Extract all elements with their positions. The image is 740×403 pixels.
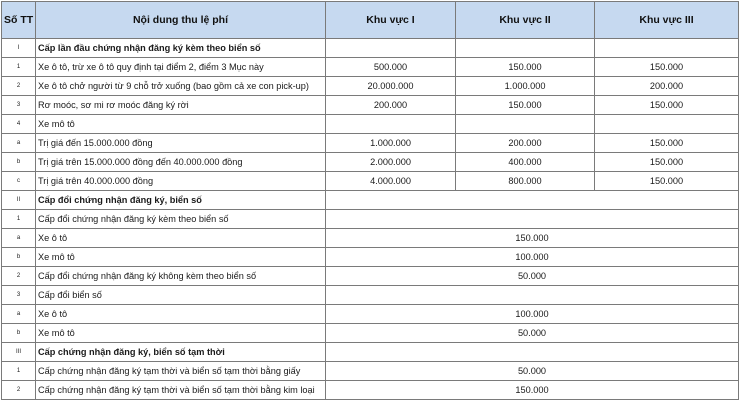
zone-3-value: 200.000 bbox=[595, 77, 739, 96]
row-content: Cấp đổi chứng nhận đăng ký không kèm theo biển số bbox=[36, 267, 326, 286]
zone-3-value bbox=[595, 39, 739, 58]
zone-3-value: 150.000 bbox=[595, 153, 739, 172]
header-content: Nội dung thu lệ phí bbox=[36, 2, 326, 39]
all-zones-value: 100.000 bbox=[326, 305, 739, 324]
row-content: Xe ô tô chở người từ 9 chỗ trở xuống (bao gồm cả xe con pick-up) bbox=[36, 77, 326, 96]
all-zones-value bbox=[326, 191, 739, 210]
zone-2-value: 200.000 bbox=[456, 134, 595, 153]
zone-1-value bbox=[326, 115, 456, 134]
table-row bbox=[2, 229, 739, 248]
zone-1-value: 200.000 bbox=[326, 96, 456, 115]
header-stt: Số TT bbox=[2, 2, 36, 39]
row-number: 1 bbox=[2, 210, 36, 229]
row-content: Xe ô tô bbox=[36, 305, 326, 324]
all-zones-value bbox=[326, 210, 739, 229]
zone-1-value: 20.000.000 bbox=[326, 77, 456, 96]
row-content: Xe ô tô, trừ xe ô tô quy định tại điểm 2, điểm 3 Mục này bbox=[36, 58, 326, 77]
zone-1-value: 1.000.000 bbox=[326, 134, 456, 153]
zone-1-value: 500.000 bbox=[326, 58, 456, 77]
row-number: 2 bbox=[2, 77, 36, 96]
header-row bbox=[2, 2, 739, 39]
table-row bbox=[2, 210, 739, 229]
zone-1-value: 2.000.000 bbox=[326, 153, 456, 172]
row-content: Xe mô tô bbox=[36, 115, 326, 134]
row-number: 3 bbox=[2, 96, 36, 115]
row-content: Cấp đổi chứng nhận đăng ký, biển số bbox=[36, 191, 326, 210]
all-zones-value: 50.000 bbox=[326, 324, 739, 343]
row-number: 3 bbox=[2, 286, 36, 305]
table-row bbox=[2, 324, 739, 343]
zone-2-value bbox=[456, 39, 595, 58]
all-zones-value: 100.000 bbox=[326, 248, 739, 267]
table-row bbox=[2, 172, 739, 191]
table-row bbox=[2, 96, 739, 115]
zone-2-value: 400.000 bbox=[456, 153, 595, 172]
row-number: a bbox=[2, 305, 36, 324]
row-number: 1 bbox=[2, 58, 36, 77]
row-content: Trị giá trên 15.000.000 đồng đến 40.000.000 đồng bbox=[36, 153, 326, 172]
table-row bbox=[2, 381, 739, 400]
row-number: b bbox=[2, 248, 36, 267]
header-zone-2: Khu vực II bbox=[456, 2, 595, 39]
table-row bbox=[2, 77, 739, 96]
table-row bbox=[2, 286, 739, 305]
row-number: II bbox=[2, 191, 36, 210]
zone-2-value: 1.000.000 bbox=[456, 77, 595, 96]
row-content: Trị giá đến 15.000.000 đồng bbox=[36, 134, 326, 153]
zone-2-value: 800.000 bbox=[456, 172, 595, 191]
row-number: b bbox=[2, 153, 36, 172]
table-row bbox=[2, 153, 739, 172]
row-content: Rơ moóc, sơ mi rơ moóc đăng ký rời bbox=[36, 96, 326, 115]
header-zone-3: Khu vực III bbox=[595, 2, 739, 39]
row-content: Cấp lần đầu chứng nhận đăng ký kèm theo biển số bbox=[36, 39, 326, 58]
row-content: Cấp chứng nhận đăng ký, biển số tạm thời bbox=[36, 343, 326, 362]
row-number: a bbox=[2, 134, 36, 153]
row-content: Xe mô tô bbox=[36, 248, 326, 267]
zone-3-value: 150.000 bbox=[595, 96, 739, 115]
all-zones-value: 150.000 bbox=[326, 229, 739, 248]
row-number: III bbox=[2, 343, 36, 362]
all-zones-value bbox=[326, 343, 739, 362]
section-row bbox=[2, 343, 739, 362]
zone-1-value: 4.000.000 bbox=[326, 172, 456, 191]
table-row bbox=[2, 267, 739, 286]
table-row bbox=[2, 248, 739, 267]
row-content: Trị giá trên 40.000.000 đồng bbox=[36, 172, 326, 191]
header-zone-1: Khu vực I bbox=[326, 2, 456, 39]
all-zones-value bbox=[326, 286, 739, 305]
row-number: b bbox=[2, 324, 36, 343]
row-content: Cấp chứng nhận đăng ký tạm thời và biển số tạm thời bằng kim loại bbox=[36, 381, 326, 400]
section-row bbox=[2, 191, 739, 210]
zone-2-value bbox=[456, 115, 595, 134]
table-row bbox=[2, 115, 739, 134]
row-number: a bbox=[2, 229, 36, 248]
table-row bbox=[2, 305, 739, 324]
table-row bbox=[2, 58, 739, 77]
row-content: Cấp chứng nhận đăng ký tạm thời và biển số tạm thời bằng giấy bbox=[36, 362, 326, 381]
all-zones-value: 50.000 bbox=[326, 267, 739, 286]
row-number: 4 bbox=[2, 115, 36, 134]
row-number: c bbox=[2, 172, 36, 191]
row-content: Cấp đổi biển số bbox=[36, 286, 326, 305]
row-number: 2 bbox=[2, 381, 36, 400]
zone-2-value: 150.000 bbox=[456, 58, 595, 77]
zone-3-value: 150.000 bbox=[595, 58, 739, 77]
zone-2-value: 150.000 bbox=[456, 96, 595, 115]
row-content: Xe mô tô bbox=[36, 324, 326, 343]
row-number: 1 bbox=[2, 362, 36, 381]
all-zones-value: 150.000 bbox=[326, 381, 739, 400]
row-content: Cấp đổi chứng nhận đăng ký kèm theo biển số bbox=[36, 210, 326, 229]
zone-3-value: 150.000 bbox=[595, 172, 739, 191]
fee-table bbox=[1, 1, 739, 400]
row-number: I bbox=[2, 39, 36, 58]
table-row bbox=[2, 362, 739, 381]
section-row bbox=[2, 39, 739, 58]
table-row bbox=[2, 134, 739, 153]
zone-3-value: 150.000 bbox=[595, 134, 739, 153]
row-number: 2 bbox=[2, 267, 36, 286]
all-zones-value: 50.000 bbox=[326, 362, 739, 381]
zone-3-value bbox=[595, 115, 739, 134]
zone-1-value bbox=[326, 39, 456, 58]
row-content: Xe ô tô bbox=[36, 229, 326, 248]
